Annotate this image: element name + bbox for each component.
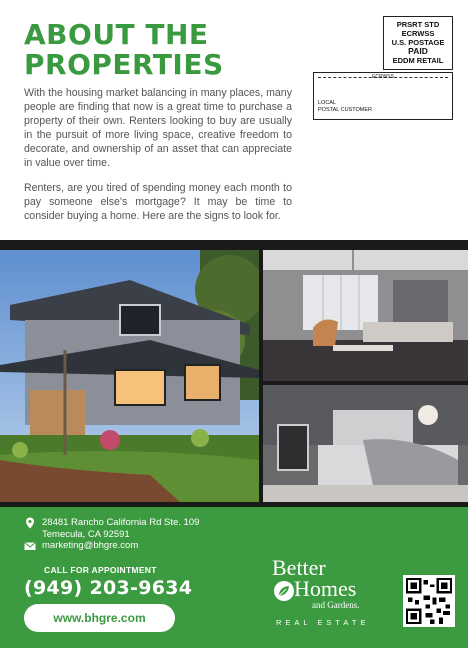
- page-title: [24, 20, 284, 80]
- house-exterior-photo: [0, 250, 259, 502]
- call-to-action: CALL FOR APPOINTMENT: [44, 565, 157, 575]
- email-block: [24, 540, 138, 552]
- address-line-1: 28481 Rancho California Rd Ste. 109: [42, 517, 200, 528]
- label-recipient: [318, 100, 372, 114]
- postage-indicia: [383, 16, 453, 70]
- brand-word-2: Homes: [294, 576, 357, 601]
- contact-footer: [0, 507, 468, 648]
- postage-line: EDDM RETAIL: [392, 56, 444, 65]
- envelope-icon: [24, 540, 36, 552]
- postage-line: PRSRT STD: [396, 20, 440, 29]
- leaf-icon: [274, 581, 294, 601]
- bedroom-photo: [263, 385, 468, 502]
- qr-code-icon[interactable]: [403, 575, 455, 627]
- brand-word-1: Better: [272, 555, 326, 580]
- brand-logo: [272, 557, 402, 632]
- mailing-label: [313, 72, 453, 120]
- postage-line: ECRWSS: [401, 29, 435, 38]
- brand-word-3: and Gardens.: [312, 600, 360, 610]
- email-link[interactable]: marketing@bhgre.com: [42, 540, 139, 551]
- phone-number[interactable]: (949) 203-9634: [24, 577, 193, 599]
- address-text: [42, 517, 199, 541]
- label-line: POSTAL CUSTOMER: [318, 107, 372, 113]
- location-pin-icon: [24, 517, 36, 529]
- intro-section: [0, 0, 468, 240]
- title-line-1: ABOUT THE: [24, 18, 209, 51]
- intro-paragraph-2: Renters, are you tired of spending money each month to pay someone else's mortgage? It may be time to consider buying a home. Here are the signs to look for.: [24, 182, 292, 222]
- living-room-photo: [263, 250, 468, 381]
- label-line: LOCAL: [318, 100, 337, 106]
- label-header: ECRWSS: [372, 74, 394, 80]
- photo-gallery: [0, 240, 468, 507]
- title-line-2: PROPERTIES: [24, 48, 224, 81]
- intro-paragraph-1: With the housing market balancing in many places, many people are finding that now is a great time to purchase a property of their own. Renters looking to buy are usually in the pursuit of more living space, creative freedom to decorate, and ownership of an asset that can appreciate in value over time.: [24, 87, 292, 169]
- website-button[interactable]: www.bhgre.com: [24, 604, 175, 632]
- address-block: [24, 517, 199, 541]
- postage-paid: PAID: [408, 46, 428, 56]
- address-line-2: Temecula, CA 92591: [42, 529, 130, 540]
- brand-tagline: REAL ESTATE: [276, 618, 370, 627]
- postage-line: U.S. POSTAGE: [391, 38, 445, 47]
